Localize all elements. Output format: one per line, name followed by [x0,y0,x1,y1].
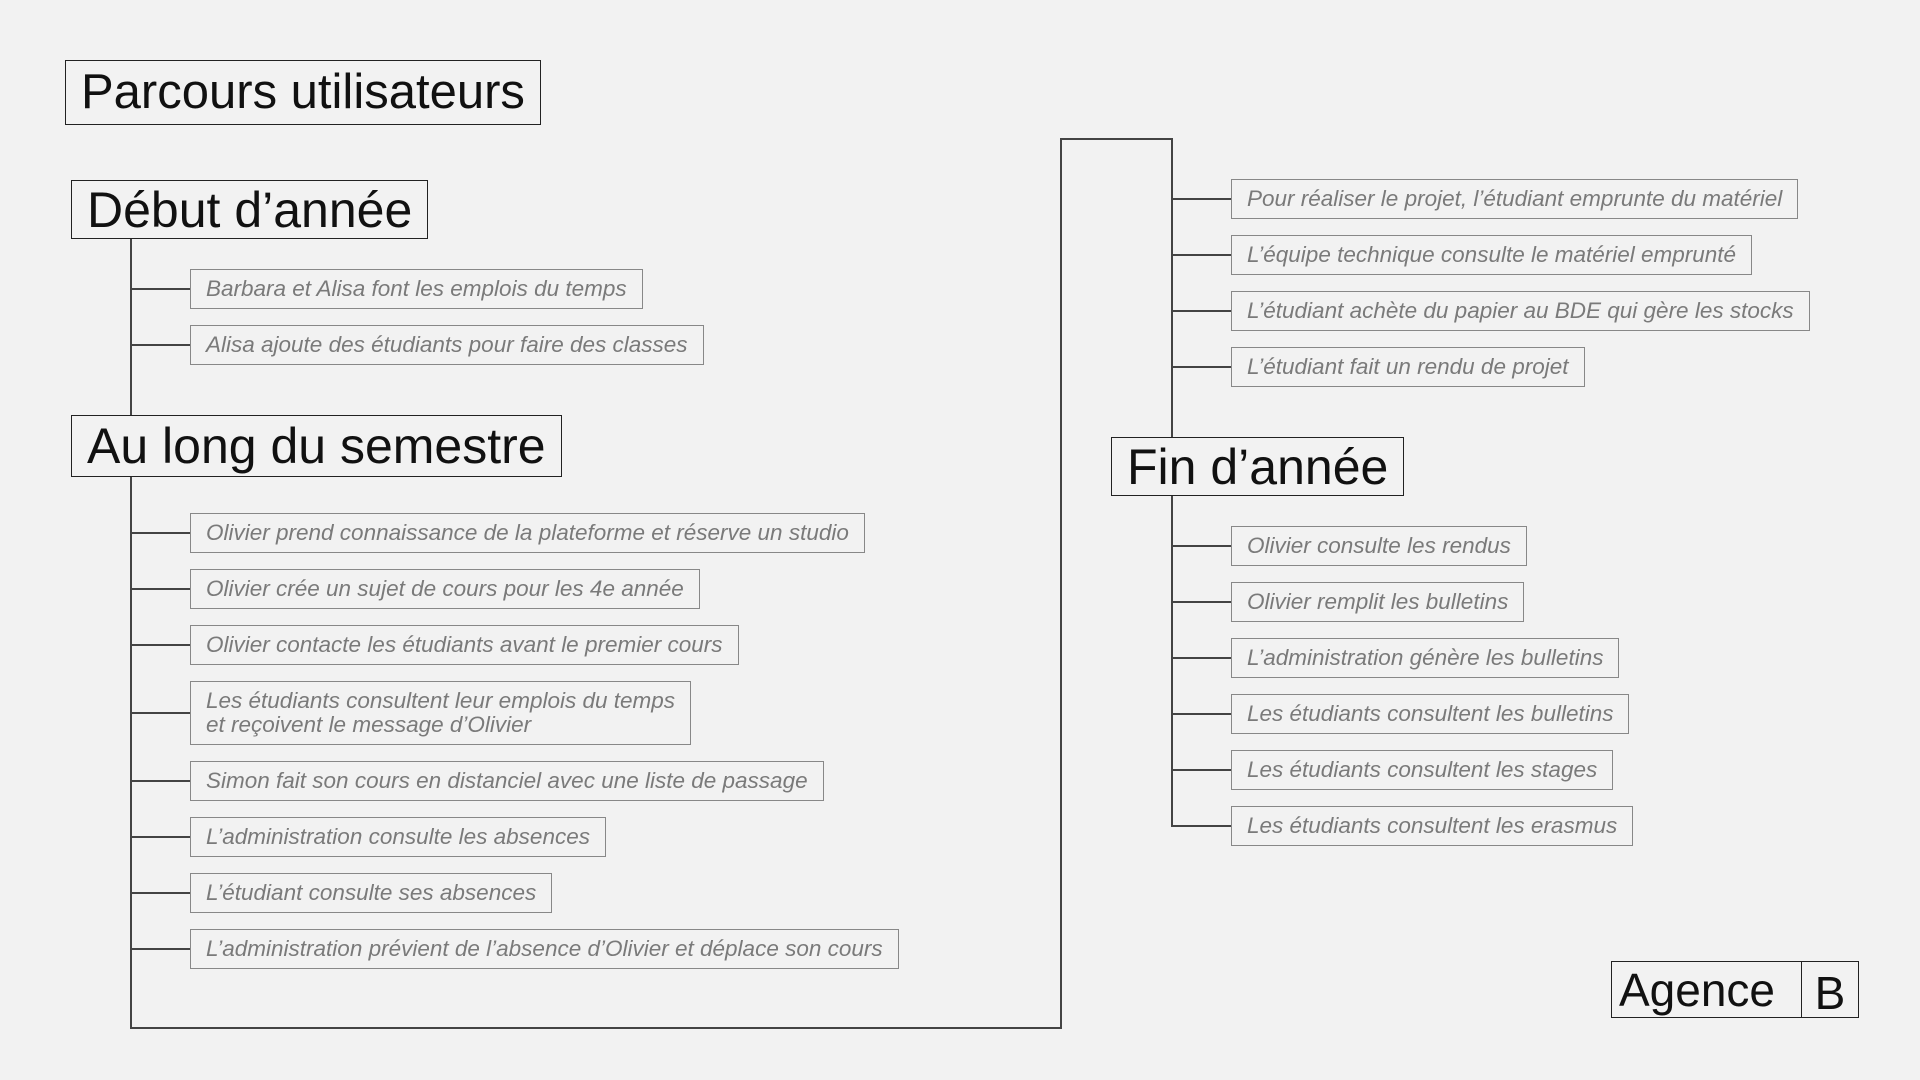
connector-branch [130,780,190,782]
connector-top [1060,138,1172,140]
connector-branch [130,532,190,534]
journey-step: Olivier remplit les bulletins [1231,582,1524,622]
journey-step: L’étudiant fait un rendu de projet [1231,347,1585,387]
connector-branch [1171,601,1231,603]
connector-branch [1171,657,1231,659]
journey-step: Barbara et Alisa font les emplois du temps [190,269,643,309]
connector-branch [1171,254,1231,256]
agency-logo [1611,961,1859,1018]
connector-branch [130,712,190,714]
connector-branch [130,644,190,646]
section-title-debut: Début d’année [71,180,428,239]
journey-step: L’étudiant consulte ses absences [190,873,552,913]
journey-step: Olivier consulte les rendus [1231,526,1527,566]
connector-branch [1171,713,1231,715]
journey-step: Olivier contacte les étudiants avant le premier cours [190,625,739,665]
logo-letter: B [1814,966,1846,1019]
journey-step: Pour réaliser le projet, l’étudiant emprunte du matériel [1231,179,1798,219]
journey-step: Les étudiants consultent les stages [1231,750,1613,790]
journey-step: L’étudiant achète du papier au BDE qui gère les stocks [1231,291,1810,331]
connector-branch [130,836,190,838]
logo-wordmark: Agence [1612,962,1802,1017]
journey-step: L’équipe technique consulte le matériel emprunté [1231,235,1752,275]
connector-left-trunk [130,238,132,1028]
journey-step: L’administration prévient de l’absence d’Olivier et déplace son cours [190,929,899,969]
connector-branch [130,588,190,590]
journey-step: Les étudiants consultent les erasmus [1231,806,1633,846]
journey-step: Olivier prend connaissance de la plateforme et réserve un studio [190,513,865,553]
connector-branch [1171,769,1231,771]
connector-branch [1171,310,1231,312]
connector-branch [130,892,190,894]
connector-branch [1171,366,1231,368]
journey-step: Alisa ajoute des étudiants pour faire des classes [190,325,704,365]
journey-step: Les étudiants consultent les bulletins [1231,694,1629,734]
connector-branch [1171,198,1231,200]
journey-step: Olivier crée un sujet de cours pour les 4e année [190,569,700,609]
journey-step [190,681,691,745]
journey-step-line: et reçoivent le message d’Olivier [206,712,532,737]
connector-branch [130,288,190,290]
journey-step: L’administration génère les bulletins [1231,638,1619,678]
journey-step: L’administration consulte les absences [190,817,606,857]
connector-branch [1171,825,1231,827]
journey-step-line: Les étudiants consultent leur emplois du temps [206,688,676,714]
connector-branch [130,344,190,346]
connector-branch [1171,545,1231,547]
journey-step: Simon fait son cours en distanciel avec une liste de passage [190,761,824,801]
connector-mid-trunk [1060,138,1062,1029]
section-title-semestre: Au long du semestre [71,415,562,477]
section-title-fin: Fin d’année [1111,437,1404,496]
connector-bottom [130,1027,1061,1029]
page-title: Parcours utilisateurs [65,60,541,125]
connector-branch [130,948,190,950]
